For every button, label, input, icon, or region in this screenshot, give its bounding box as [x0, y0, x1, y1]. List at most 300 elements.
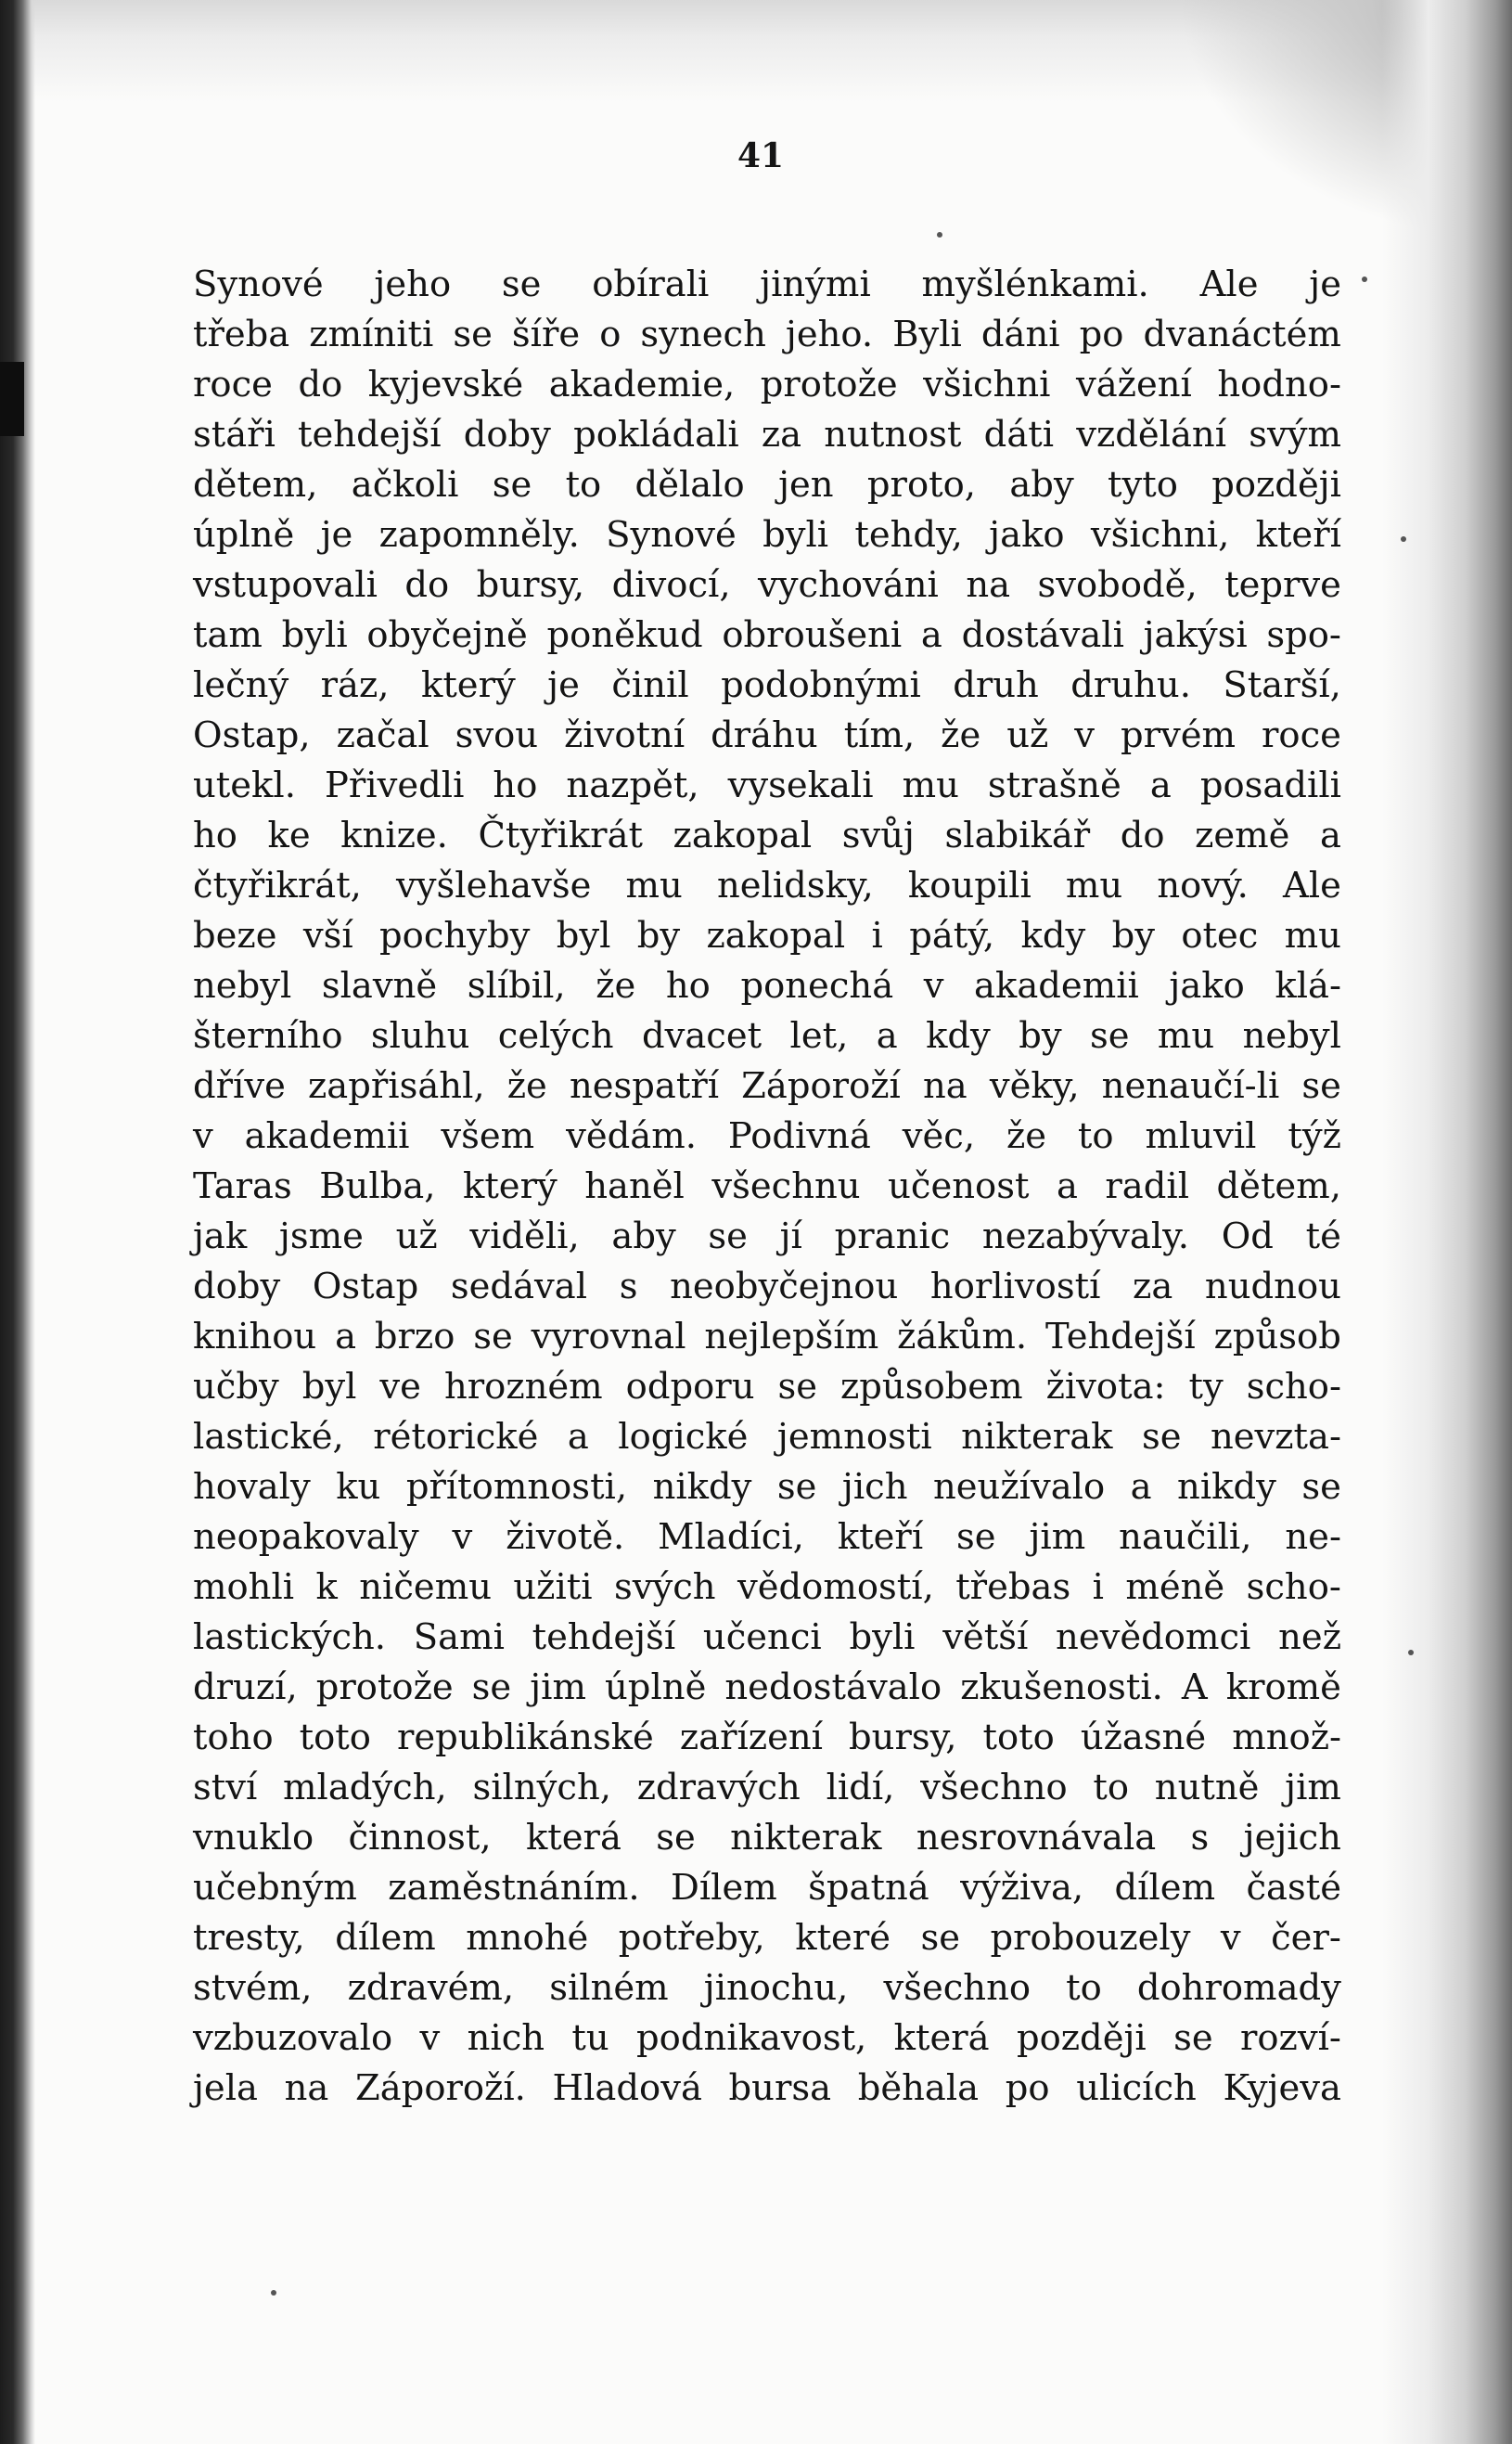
text-line — [193, 1112, 1341, 1162]
word: mu — [1284, 915, 1341, 957]
word: která — [893, 2017, 990, 2059]
word: činil — [611, 664, 689, 706]
word: mladých, — [283, 1767, 447, 1808]
word: Ale — [1283, 865, 1341, 907]
word: toho — [193, 1717, 274, 1758]
word: knize. — [340, 815, 448, 856]
word: pokládali — [573, 414, 739, 456]
word: rétorické — [373, 1416, 539, 1458]
word: vyrovnal — [531, 1316, 686, 1357]
word: méně — [1125, 1566, 1225, 1608]
word: běhala — [857, 2067, 980, 2109]
word: to — [1077, 1115, 1114, 1157]
word: kdy — [926, 1015, 991, 1057]
word: nevzta- — [1210, 1416, 1341, 1458]
word: divocí, — [611, 564, 731, 606]
word: brzo — [374, 1316, 455, 1357]
word: by — [1019, 1015, 1062, 1057]
text-line — [193, 861, 1341, 911]
word: už — [395, 1216, 438, 1257]
word: Synové — [193, 264, 324, 305]
word: svobodě, — [1037, 564, 1198, 606]
word: dílem — [335, 1917, 436, 1959]
word: ke — [267, 815, 311, 856]
word: to — [1093, 1767, 1130, 1808]
word: ty — [1188, 1366, 1224, 1408]
word: sluhu — [370, 1015, 470, 1057]
word: se — [1301, 1466, 1341, 1508]
word: a — [1056, 1165, 1078, 1207]
text-line — [193, 1563, 1341, 1613]
body-text — [193, 260, 1341, 2114]
text-line — [193, 310, 1341, 360]
word: bursa — [728, 2067, 832, 2109]
word: protože — [315, 1666, 454, 1708]
word: zkušenosti. — [960, 1666, 1163, 1708]
word: nutně — [1154, 1767, 1260, 1808]
word: zakopal — [673, 815, 813, 856]
word: naučili, — [1119, 1516, 1252, 1558]
word: za — [1133, 1266, 1173, 1307]
word: logické — [618, 1416, 749, 1458]
word: za — [761, 414, 802, 456]
word: mu — [625, 865, 683, 907]
word: Bulba, — [319, 1165, 436, 1207]
word: podnikavost, — [636, 2017, 867, 2059]
word: Taras — [193, 1165, 292, 1207]
word: životě. — [506, 1516, 625, 1558]
word: na — [922, 1065, 967, 1107]
word: všechno — [883, 1967, 1031, 2009]
word: vší — [302, 915, 353, 957]
word: se — [473, 1316, 513, 1357]
word: poněkud — [546, 614, 703, 656]
word: byli — [762, 514, 829, 556]
text-line — [193, 360, 1341, 410]
page-number: 41 — [737, 136, 785, 175]
word: prvém — [1120, 714, 1237, 756]
word: byli — [281, 614, 348, 656]
word: Hladová — [552, 2067, 702, 2109]
word: je — [1309, 264, 1341, 305]
word: tam — [193, 614, 263, 656]
word: nich — [467, 2017, 545, 2059]
word: klá- — [1275, 965, 1341, 1007]
word: po — [1079, 314, 1124, 355]
word: vstupovali — [193, 564, 378, 606]
text-line — [193, 1613, 1341, 1663]
text-line — [193, 1362, 1341, 1412]
text-line — [193, 1913, 1341, 1963]
text-line — [193, 1061, 1341, 1112]
word: akademii — [244, 1115, 410, 1157]
word: jak — [193, 1216, 248, 1257]
word: po — [1005, 2067, 1050, 2109]
word: pranic — [834, 1216, 951, 1257]
word: nikterak — [961, 1416, 1113, 1458]
word: ho — [665, 965, 711, 1007]
word: a — [1149, 765, 1172, 806]
word: akademii — [974, 965, 1139, 1007]
word: se — [501, 264, 542, 305]
word: Mladíci, — [658, 1516, 804, 1558]
word: Přivedli — [324, 765, 465, 806]
word: haněl — [584, 1165, 685, 1207]
word: i — [871, 915, 883, 957]
word: a — [1320, 815, 1341, 856]
word: způsob — [1213, 1316, 1341, 1357]
text-line — [193, 961, 1341, 1011]
word: nikterak — [730, 1817, 882, 1859]
word: Tehdejší — [1045, 1316, 1196, 1357]
word: probouzely — [990, 1917, 1191, 1959]
word: kdy — [1020, 915, 1086, 957]
word: v — [193, 1115, 213, 1157]
word: věky, — [989, 1065, 1080, 1107]
word: spo- — [1266, 614, 1341, 656]
word: úžasné — [1080, 1717, 1207, 1758]
word: na — [966, 564, 1011, 606]
word: mnohé — [466, 1917, 589, 1959]
word: bursy, — [476, 564, 585, 606]
word: to — [565, 464, 602, 506]
word: který — [462, 1165, 557, 1207]
text-line — [193, 1312, 1341, 1362]
word: týž — [1288, 1115, 1341, 1157]
word: druzí, — [193, 1666, 298, 1708]
word: posadili — [1199, 765, 1341, 806]
word: všechno — [920, 1767, 1068, 1808]
word: ne- — [1285, 1516, 1341, 1558]
word: jim — [1029, 1516, 1086, 1558]
word: republikánské — [396, 1717, 654, 1758]
word: ačkoli — [351, 464, 459, 506]
word: mu — [902, 765, 959, 806]
word: tehdejší — [532, 1616, 676, 1658]
word: druh — [953, 664, 1039, 706]
word: nejlepším — [704, 1316, 879, 1357]
word: jim — [530, 1666, 586, 1708]
word: věc, — [902, 1115, 976, 1157]
word: šíře — [511, 314, 581, 355]
word: scho- — [1246, 1366, 1341, 1408]
word: nikdy — [652, 1466, 752, 1508]
text-line — [193, 560, 1341, 611]
word: v — [1220, 1917, 1241, 1959]
word: Kyjeva — [1223, 2067, 1341, 2109]
word: A — [1181, 1666, 1208, 1708]
word: zmíniti — [309, 314, 434, 355]
word: svým — [1249, 414, 1341, 456]
word: tyto — [1108, 464, 1178, 506]
text-line — [193, 761, 1341, 811]
word: sedával — [450, 1266, 588, 1307]
word: silném — [549, 1967, 669, 2009]
word: hodno- — [1217, 364, 1341, 405]
word: druhu. — [1070, 664, 1191, 706]
word: jakýsi — [1143, 614, 1248, 656]
word: užiti — [513, 1566, 593, 1608]
word: neužívalo — [932, 1466, 1106, 1508]
word: dětem, — [193, 464, 318, 506]
word: neopakovaly — [193, 1516, 419, 1558]
word: dětem, — [1216, 1165, 1341, 1207]
word: že — [941, 714, 981, 756]
word: zařízení — [679, 1717, 823, 1758]
word: všem — [441, 1115, 535, 1157]
word: Čtyřikrát — [478, 815, 644, 856]
scan-speck — [1362, 277, 1367, 282]
word: proto, — [866, 464, 977, 506]
word: tehdy, — [854, 514, 963, 556]
word: vzbuzovalo — [193, 2017, 393, 2059]
word: že — [1006, 1115, 1047, 1157]
word: synech — [640, 314, 766, 355]
word: dělalo — [634, 464, 745, 506]
text-line — [193, 1763, 1341, 1813]
word: dráhu — [711, 714, 818, 756]
word: jsme — [278, 1216, 364, 1257]
word: která — [525, 1817, 621, 1859]
word: špatná — [808, 1867, 929, 1909]
word: učenci — [702, 1616, 822, 1658]
word: nazpět, — [566, 765, 699, 806]
text-line — [193, 1262, 1341, 1312]
word: je — [320, 514, 353, 556]
scan-speck — [271, 2290, 276, 2296]
word: začal — [336, 714, 429, 756]
word: let, — [789, 1015, 849, 1057]
word: Byli — [892, 314, 962, 355]
word: roce — [193, 364, 273, 405]
word: Ostap — [312, 1266, 419, 1307]
word: a — [876, 1015, 898, 1057]
word: jako — [1169, 965, 1245, 1007]
word: Ale — [1199, 264, 1259, 305]
word: doby — [463, 414, 551, 456]
word: obroušeni — [722, 614, 903, 656]
word: kteří — [1255, 514, 1341, 556]
word: v — [1074, 714, 1096, 756]
word: slíbil, — [467, 965, 566, 1007]
word: zdravých — [636, 1767, 801, 1808]
word: ničemu — [359, 1566, 492, 1608]
word: s — [619, 1266, 638, 1307]
scan-speck — [937, 232, 942, 238]
word: jim — [1285, 1767, 1341, 1808]
word: svých — [613, 1566, 716, 1608]
word: nebyl — [1242, 1015, 1341, 1057]
word: by — [636, 915, 681, 957]
word: toto — [299, 1717, 371, 1758]
word: té — [1305, 1216, 1341, 1257]
word: silných, — [472, 1767, 611, 1808]
word: Záporoží — [741, 1065, 901, 1107]
word: třebas — [955, 1566, 1071, 1608]
text-line — [193, 711, 1341, 761]
word: odporu — [625, 1366, 755, 1408]
word: by — [1111, 915, 1155, 957]
word: ráz, — [320, 664, 390, 706]
word: nikdy — [1177, 1466, 1276, 1508]
word: Dílem — [670, 1867, 777, 1909]
word: ku — [336, 1466, 381, 1508]
word: dvanáctém — [1143, 314, 1341, 355]
text-line — [193, 1963, 1341, 2013]
word: se — [776, 1466, 817, 1508]
text-line — [193, 2064, 1341, 2114]
word: učebným — [193, 1867, 357, 1909]
word: lastických. — [193, 1616, 387, 1658]
word: hovaly — [193, 1466, 311, 1508]
word: který — [420, 664, 516, 706]
word: Podivná — [727, 1115, 871, 1157]
word: bursy, — [849, 1717, 957, 1758]
word: tresty, — [193, 1917, 305, 1959]
word: celých — [497, 1015, 614, 1057]
word: aby — [611, 1216, 676, 1257]
word: vychováni — [758, 564, 939, 606]
word: později — [1016, 2017, 1147, 2059]
text-line — [193, 1462, 1341, 1512]
word: nezabývaly. — [981, 1216, 1190, 1257]
word: je — [547, 664, 580, 706]
word: už — [1006, 714, 1049, 756]
word: jí — [779, 1216, 802, 1257]
word: všichni, — [1090, 514, 1230, 556]
word: mluvil — [1145, 1115, 1257, 1157]
word: země — [1195, 815, 1290, 856]
word: koupili — [907, 865, 1031, 907]
word: žákům. — [897, 1316, 1028, 1357]
word: obírali — [592, 264, 710, 305]
word: knihou — [193, 1316, 317, 1357]
word: nespatří — [569, 1065, 720, 1107]
text-line — [193, 611, 1341, 661]
word: do — [1120, 815, 1165, 856]
word: tehdejší — [298, 414, 442, 456]
word: ho — [193, 815, 237, 856]
word: nudnou — [1204, 1266, 1341, 1307]
word: se — [920, 1917, 961, 1959]
word: podobnými — [721, 664, 921, 706]
word: ponechá — [740, 965, 894, 1007]
word: jejich — [1243, 1817, 1341, 1859]
word: Od — [1221, 1216, 1274, 1257]
word: se — [708, 1216, 748, 1257]
word: jeho. — [785, 314, 874, 355]
word: akademie, — [548, 364, 736, 405]
word: dříve — [193, 1065, 286, 1107]
word: na — [284, 2067, 329, 2109]
word: Sami — [413, 1616, 505, 1658]
word: čtyřikrát, — [193, 865, 362, 907]
word: stvém, — [193, 1967, 313, 2009]
word: se — [492, 464, 532, 506]
word: v — [452, 1516, 473, 1558]
word: do — [404, 564, 450, 606]
scan-speck — [1401, 536, 1406, 542]
word: s — [1190, 1817, 1210, 1859]
word: jemnosti — [776, 1416, 932, 1458]
word: svou — [455, 714, 539, 756]
text-line — [193, 260, 1341, 310]
word: vážení — [1075, 364, 1192, 405]
word: kteří — [837, 1516, 924, 1558]
word: dáni — [980, 314, 1060, 355]
word: jen — [778, 464, 834, 506]
text-line — [193, 2013, 1341, 2064]
text-line — [193, 1713, 1341, 1763]
word: a — [335, 1316, 357, 1357]
word: neobyčejnou — [670, 1266, 899, 1307]
word: tu — [571, 2017, 609, 2059]
word: strašně — [987, 765, 1121, 806]
word: beze — [193, 915, 277, 957]
word: teprve — [1224, 564, 1341, 606]
word: kromě — [1225, 1666, 1341, 1708]
word: vnuklo — [193, 1817, 314, 1859]
word: slavně — [321, 965, 438, 1007]
word: že — [596, 965, 636, 1007]
word: tím, — [843, 714, 916, 756]
word: mu — [1157, 1015, 1215, 1057]
word: i — [1092, 1566, 1104, 1608]
word: přítomnosti, — [405, 1466, 628, 1508]
word: zakopal — [706, 915, 846, 957]
word: mu — [1065, 865, 1123, 907]
word: zapřisáhl, — [308, 1065, 485, 1107]
word: se — [656, 1817, 696, 1859]
word: byli — [849, 1616, 916, 1658]
word: v — [923, 965, 944, 1007]
text-line — [193, 1663, 1341, 1713]
word: to — [1066, 1967, 1102, 2009]
word: jela — [193, 2067, 258, 2109]
word: jich — [841, 1466, 908, 1508]
word: obyčejně — [366, 614, 528, 656]
word: hrozném — [443, 1366, 603, 1408]
word: nenaučí-li — [1101, 1065, 1280, 1107]
word: a — [1130, 1466, 1152, 1508]
word: lastické, — [193, 1416, 344, 1458]
word: jeho — [374, 264, 452, 305]
word: větší — [942, 1616, 1029, 1658]
word: jinochu, — [703, 1967, 849, 2009]
word: stáři — [193, 414, 275, 456]
word: vědomostí, — [737, 1566, 934, 1608]
word: byl — [301, 1366, 357, 1408]
word: nelidsky, — [716, 865, 874, 907]
word: rozví- — [1239, 2017, 1341, 2059]
word: se — [956, 1516, 996, 1558]
word: způsobem — [840, 1366, 1023, 1408]
word: viděli, — [469, 1216, 580, 1257]
word: radil — [1105, 1165, 1190, 1207]
word: množ- — [1232, 1717, 1341, 1758]
word: než — [1278, 1616, 1341, 1658]
word: roce — [1262, 714, 1341, 756]
word: aby — [1009, 464, 1074, 506]
word: vyšlehavše — [396, 865, 592, 907]
word: pochyby — [379, 915, 531, 957]
word: dvacet — [641, 1015, 762, 1057]
word: jinými — [760, 264, 871, 305]
text-line — [193, 510, 1341, 560]
word: se — [1301, 1065, 1341, 1107]
word: zapomněly. — [378, 514, 580, 556]
word: ho — [493, 765, 538, 806]
